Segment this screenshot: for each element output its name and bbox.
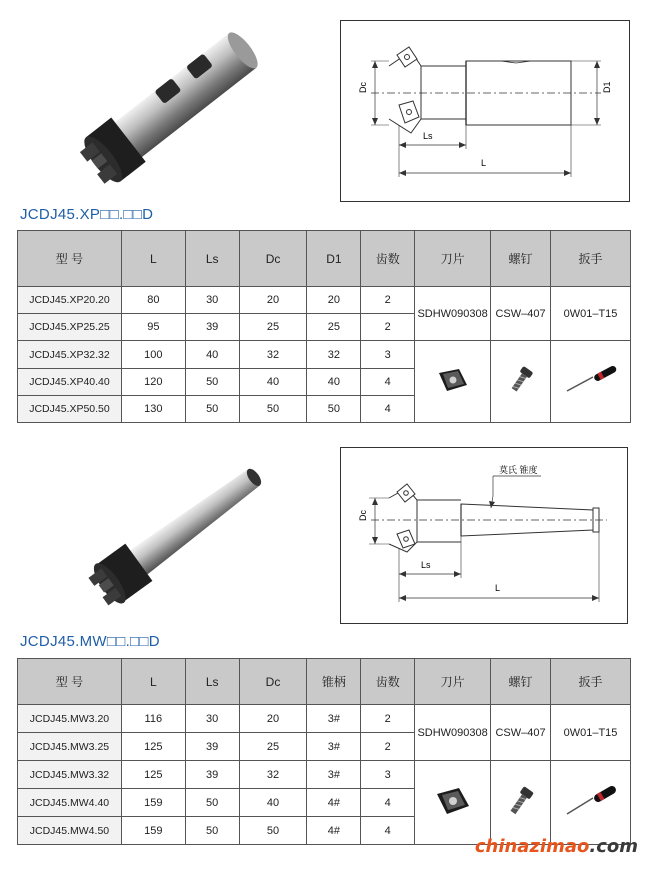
cell-ls: 39: [185, 761, 239, 789]
cell-ls: 50: [185, 396, 239, 423]
cell-d1: 20: [307, 287, 361, 314]
cell-dc: 50: [239, 396, 307, 423]
spec-table-1: [17, 230, 631, 423]
cell-model: JCDJ45.MW3.25: [18, 733, 122, 761]
cell-ls: 50: [185, 369, 239, 396]
cell-d1: 50: [307, 396, 361, 423]
insert-icon: [431, 784, 475, 818]
section2-title: JCDJ45.MW□□.□□D: [20, 633, 160, 650]
table-row: [18, 761, 631, 789]
header-ls: Ls: [185, 659, 239, 705]
drawing-2-svg: [341, 448, 627, 623]
cell-l: 159: [121, 789, 185, 817]
cell-d1: 32: [307, 341, 361, 369]
table-row: [18, 341, 631, 369]
cell-l: 100: [121, 341, 185, 369]
table2-header-row: [18, 659, 631, 705]
cell-teeth: 4: [361, 817, 415, 845]
dim-label-dc: Dc: [358, 82, 368, 93]
cell-wrench: 0W01–T15: [551, 705, 631, 761]
cell-dc: 40: [239, 369, 307, 396]
cell-model: JCDJ45.MW4.50: [18, 817, 122, 845]
cell-teeth: 3: [361, 761, 415, 789]
cell-teeth: 2: [361, 287, 415, 314]
cell-insert: SDHW090308: [415, 705, 491, 761]
cell-dc: 40: [239, 789, 307, 817]
cell-model: JCDJ45.MW3.32: [18, 761, 122, 789]
cell-model: JCDJ45.MW4.40: [18, 789, 122, 817]
header-teeth: 齿数: [361, 659, 415, 705]
cell-wrench: 0W01–T15: [551, 287, 631, 341]
cell-teeth: 4: [361, 396, 415, 423]
dim-label-l: L: [495, 583, 501, 593]
header-wrench: 扳手: [551, 231, 631, 287]
dim-label-d1: D1: [602, 81, 612, 93]
product-photo-morse-taper-shank: [60, 468, 270, 616]
cell-d1: 25: [307, 314, 361, 341]
wrench-icon: [561, 784, 621, 818]
cell-model: JCDJ45.XP20.20: [18, 287, 122, 314]
wrench-icon: [561, 365, 621, 395]
cell-model: JCDJ45.XP50.50: [18, 396, 122, 423]
cell-screw: CSW–407: [491, 705, 551, 761]
dim-label-ls: Ls: [421, 560, 431, 570]
technical-drawing-2: [340, 447, 628, 624]
insert-image-cell: [415, 761, 491, 845]
cell-dc: 25: [239, 314, 307, 341]
header-dc: Dc: [239, 659, 307, 705]
watermark-text: chinazimao: [474, 836, 590, 857]
cell-teeth: 4: [361, 369, 415, 396]
cell-teeth: 3: [361, 341, 415, 369]
dim-label-ls: Ls: [423, 131, 433, 141]
watermark-domain: .com: [589, 836, 638, 857]
cell-l: 95: [121, 314, 185, 341]
cell-taper: 3#: [307, 705, 361, 733]
header-l: L: [121, 231, 185, 287]
cell-ls: 50: [185, 789, 239, 817]
cell-teeth: 2: [361, 705, 415, 733]
technical-drawing-1: [340, 20, 630, 202]
cell-teeth: 2: [361, 314, 415, 341]
drawing-1-svg: [341, 21, 629, 201]
header-screw: 螺钉: [491, 659, 551, 705]
insert-icon: [433, 365, 473, 395]
spec-table-2: [17, 658, 631, 845]
cell-taper: 4#: [307, 789, 361, 817]
cell-ls: 39: [185, 733, 239, 761]
header-insert: 刀片: [415, 231, 491, 287]
dim-label-l: L: [481, 158, 487, 168]
header-taper-shank: 锥柄: [307, 659, 361, 705]
header-ls: Ls: [185, 231, 239, 287]
cell-model: JCDJ45.XP32.32: [18, 341, 122, 369]
cell-taper: 4#: [307, 817, 361, 845]
header-l: L: [121, 659, 185, 705]
cell-taper: 3#: [307, 761, 361, 789]
cell-model: JCDJ45.XP25.25: [18, 314, 122, 341]
cell-dc: 25: [239, 733, 307, 761]
header-teeth: 齿数: [361, 231, 415, 287]
cell-model: JCDJ45.MW3.20: [18, 705, 122, 733]
table-row: [18, 705, 631, 733]
header-dc: Dc: [239, 231, 307, 287]
watermark: [475, 836, 638, 857]
cell-teeth: 2: [361, 733, 415, 761]
table1-header-row: [18, 231, 631, 287]
table-row: [18, 287, 631, 314]
cell-l: 125: [121, 733, 185, 761]
cell-l: 130: [121, 396, 185, 423]
cell-ls: 50: [185, 817, 239, 845]
wrench-image-cell: [551, 761, 631, 845]
cell-l: 80: [121, 287, 185, 314]
cell-l: 125: [121, 761, 185, 789]
cell-ls: 40: [185, 341, 239, 369]
screw-image-cell: [491, 341, 551, 423]
product-photo-straight-shank: [60, 25, 265, 190]
cell-ls: 30: [185, 705, 239, 733]
header-model: 型 号: [18, 659, 122, 705]
insert-image-cell: [415, 341, 491, 423]
cell-ls: 30: [185, 287, 239, 314]
header-model: 型 号: [18, 231, 122, 287]
cell-dc: 50: [239, 817, 307, 845]
taper-label: 莫氏 锥度: [499, 465, 538, 475]
cell-taper: 3#: [307, 733, 361, 761]
cell-dc: 20: [239, 287, 307, 314]
header-wrench: 扳手: [551, 659, 631, 705]
cell-dc: 32: [239, 761, 307, 789]
cell-teeth: 4: [361, 789, 415, 817]
wrench-image-cell: [551, 341, 631, 423]
section1-title: JCDJ45.XP□□.□□D: [20, 206, 154, 223]
cell-dc: 20: [239, 705, 307, 733]
screw-icon: [506, 363, 536, 397]
cell-l: 120: [121, 369, 185, 396]
header-d1: D1: [307, 231, 361, 287]
header-screw: 螺钉: [491, 231, 551, 287]
cell-l: 159: [121, 817, 185, 845]
cell-model: JCDJ45.XP40.40: [18, 369, 122, 396]
screw-icon: [506, 782, 536, 820]
dim-label-dc: Dc: [358, 510, 368, 521]
screw-image-cell: [491, 761, 551, 845]
cell-d1: 40: [307, 369, 361, 396]
cell-dc: 32: [239, 341, 307, 369]
header-insert: 刀片: [415, 659, 491, 705]
cell-ls: 39: [185, 314, 239, 341]
cell-screw: CSW–407: [491, 287, 551, 341]
cell-l: 116: [121, 705, 185, 733]
cell-insert: SDHW090308: [415, 287, 491, 341]
